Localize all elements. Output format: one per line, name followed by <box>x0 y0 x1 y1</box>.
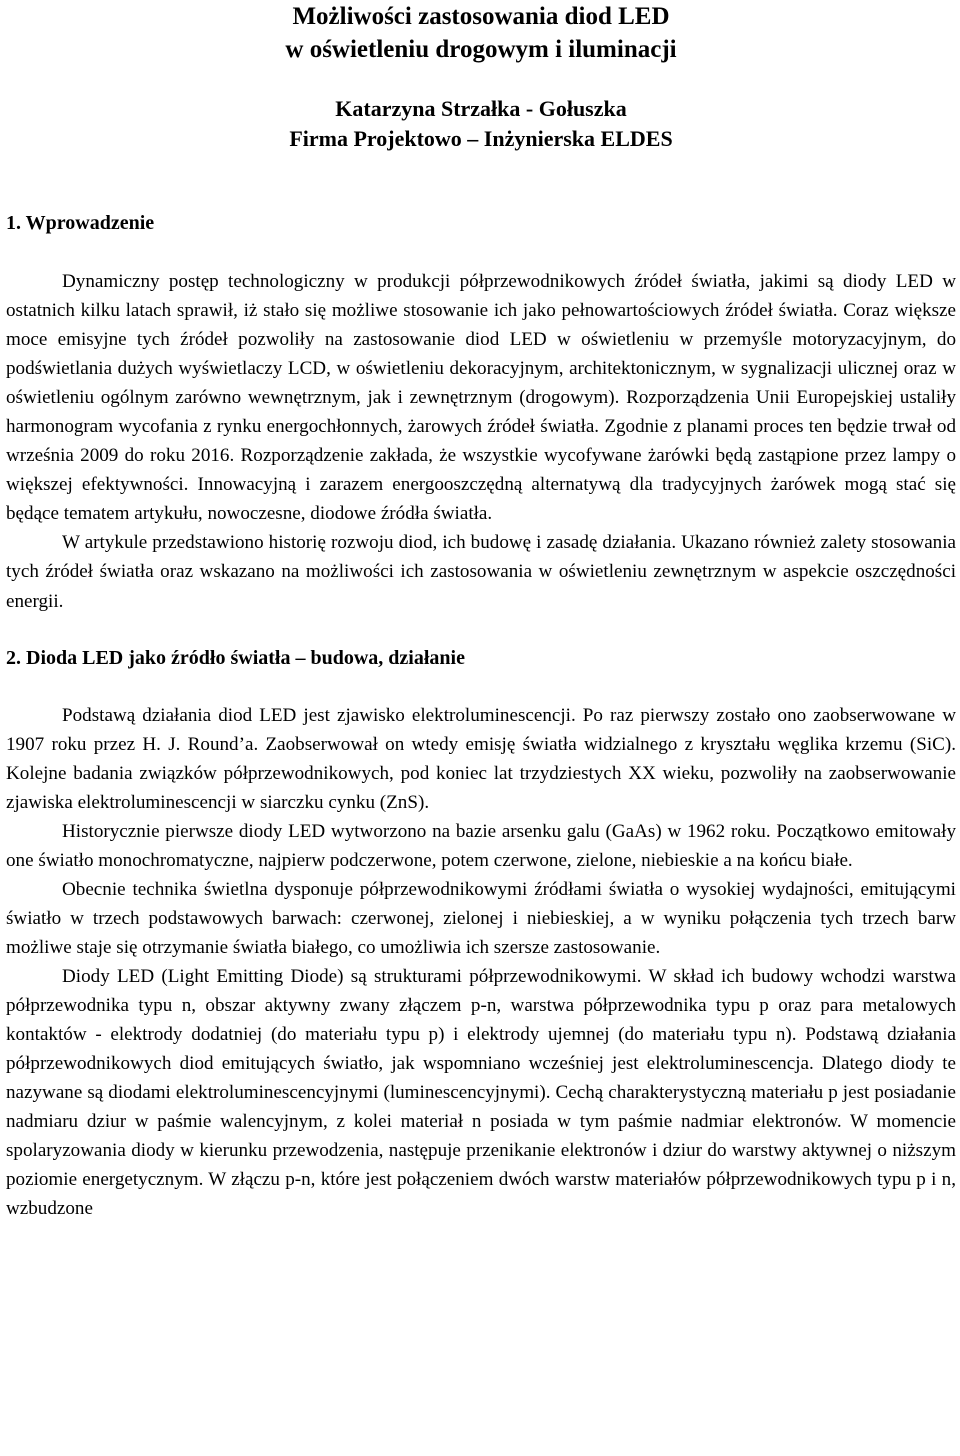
document-title <box>6 0 956 66</box>
author-company: Firma Projektowo – Inżynierska ELDES <box>289 126 673 151</box>
section-body-introduction <box>6 267 956 616</box>
title-line-1: Możliwości zastosowania diod LED <box>292 3 670 30</box>
section-heading-introduction: 1. Wprowadzenie <box>6 212 155 234</box>
section-heading-led-diode: 2. Dioda LED jako źródło światła – budowa, działanie <box>6 646 465 669</box>
paragraph: Historycznie pierwsze diody LED wytworzono na bazie arsenku galu (GaAs) w 1962 roku. Początkowo emitowały one światło monochromatyczne, najpierw podczerwone, potem czerwone, zielone, niebieskie a na końcu białe. <box>6 820 956 871</box>
paragraph: Dynamiczny postęp technologiczny w produkcji półprzewodnikowych źródeł światła, jakimi są diody LED w ostatnich kilku latach sprawił, iż stało się możliwe stosowanie ich jako pełnowartościowych źródeł światła. Coraz większe moce emisyjne tych źródeł pozwoliły na zastosowanie diod LED w oświetleniu w przemyśle motoryzacyjnym, do podświetlania dużych wyświetlaczy LCD, w oświetleniu dekoracyjnym, architektonicznym, w sygnalizacji ulicznej oraz w oświetleniu ogólnym zarówno wewnętrznym, jak i zewnętrznym (drogowym). Rozporządzenia Unii Europejskiej ustaliły harmonogram wycofania z rynku energochłonnych, żarowych źródeł światła. Zgodnie z planami proces ten będzie trwał od września 2009 do roku 2016. Rozporządzenie zakłada, że wszystkie wycofywane żarówki będą zastąpione przez lampy o większej efektywności. Innowacyjną i zarazem energooszczędną alternatywą dla tradycyjnych żarówek mogą stać się będące tematem artykułu, nowoczesne, diodowe źródła światła. <box>6 271 956 525</box>
author-name: Katarzyna Strzałka - Gołuszka <box>335 96 627 121</box>
document-page <box>6 0 956 1223</box>
title-line-2: w oświetleniu drogowym i iluminacji <box>285 36 677 63</box>
paragraph: Podstawą działania diod LED jest zjawisko elektroluminescencji. Po raz pierwszy zostało ono zaobserwowane w 1907 roku przez H. J. Round’a. Zaobserwował on wtedy emisję światła widzialnego z kryształu węglika krzemu (SiC). Kolejne badania związków półprzewodnikowych, pod koniec lat trzydziestych XX wieku, pozwoliły na zaobserwowanie zjawiska elektroluminescencji w siarczku cynku (ZnS). <box>6 704 956 813</box>
paragraph: W artykule przedstawiono historię rozwoju diod, ich budowę i zasadę działania. Ukazano również zalety stosowania tych źródeł światła oraz wskazano na możliwości ich zastosowania w oświetleniu zewnętrznym w aspekcie oszczędności energii. <box>6 532 956 612</box>
author-block <box>6 94 956 154</box>
paragraph: Obecnie technika świetlna dysponuje półprzewodnikowymi źródłami światła o wysokiej wydajności, emitującymi światło w trzech podstawowych barwach: czerwonej, zielonej i niebieskiej, a w wyniku połączenia tych trzech barw możliwe staje się otrzymanie światła białego, co umożliwia ich szersze zastosowanie. <box>6 878 956 958</box>
section-body-led-diode <box>6 701 956 1224</box>
paragraph: Diody LED (Light Emitting Diode) są strukturami półprzewodnikowymi. W skład ich budowy wchodzi warstwa półprzewodnika typu n, obszar aktywny zwany złączem p-n, warstwa półprzewodnika typu p oraz para metalowych kontaktów - elektrody dodatniej (do materiału typu p) i elektrody ujemnej (do materiału typu n). Podstawą działania półprzewodnikowych diod emitujących światło, jak wspomniano wcześniej jest elektroluminescencja. Dlatego diody te nazywane są diodami elektroluminescencyjnymi (luminescencyjnymi). Cechą charakterystyczną materiału p jest posiadanie nadmiaru dziur w paśmie walencyjnym, z kolei materiał n posiada w tym paśmie nadmiar elektronów. W momencie spolaryzowania diody w kierunku przewodzenia, następuje przenikanie elektronów i dziur do warstwy aktywnej o niższym poziomie energetycznym. W złączu p-n, które jest połączeniem dwóch warstw materiałów półprzewodnikowych typu p i n, wzbudzone <box>6 965 956 1220</box>
